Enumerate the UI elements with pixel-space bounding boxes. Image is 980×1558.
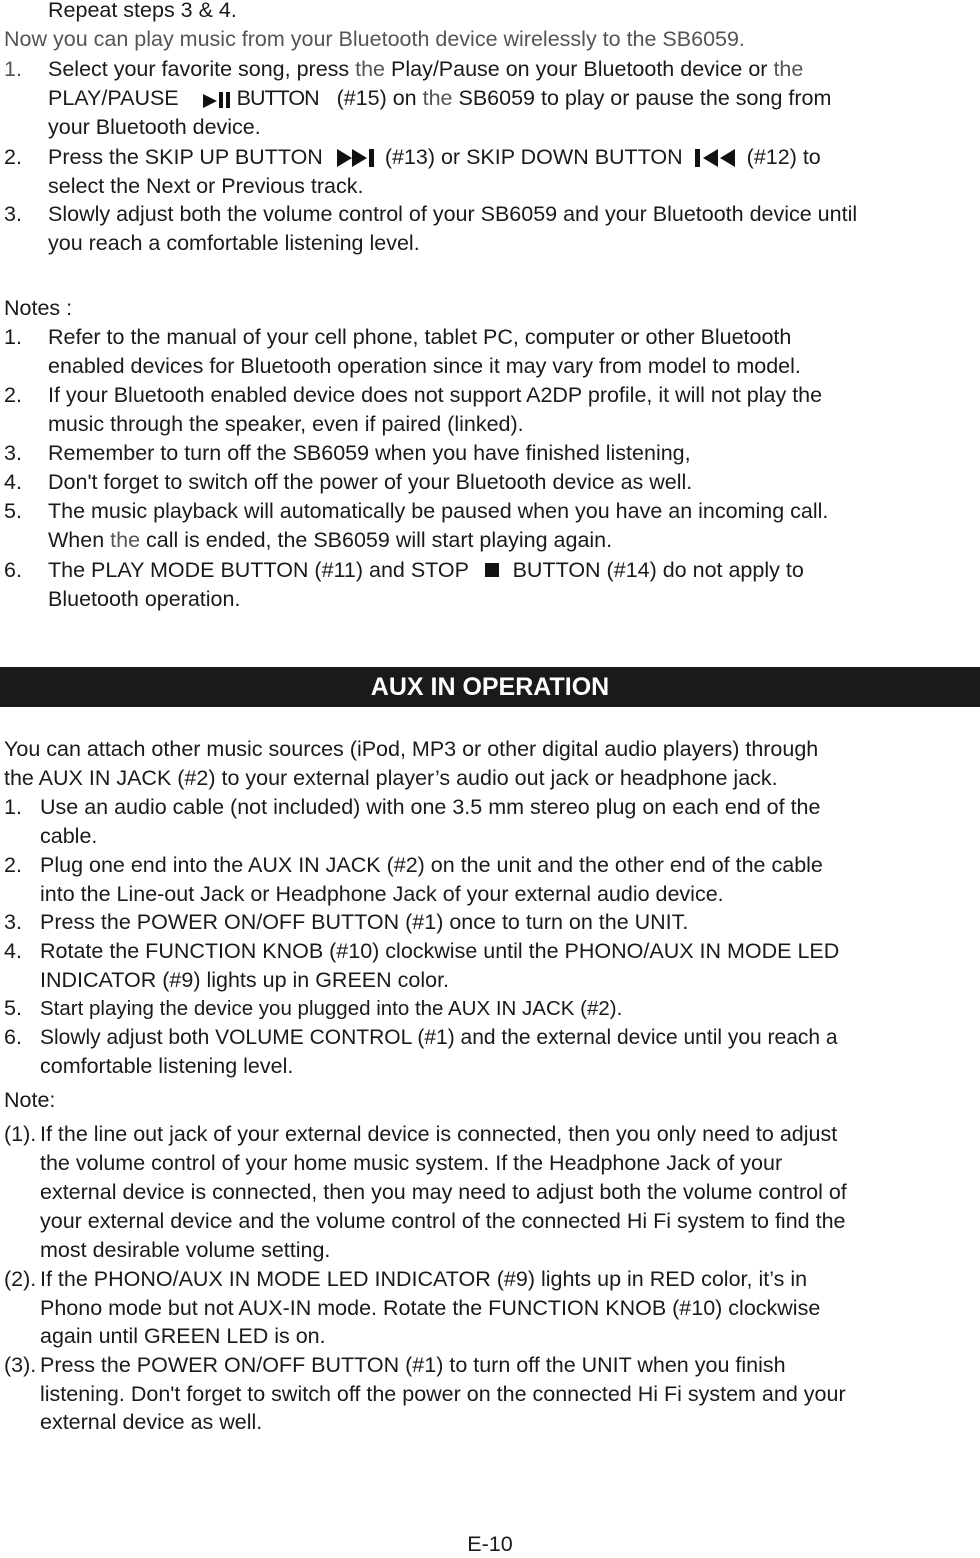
aux-note-2-line-2: Phono mode but not AUX-IN mode. Rotate the FUNCTION KNOB (#10) clockwise [40, 1296, 821, 1320]
aux-note-1-line-4: your external device and the volume control of the connected Hi Fi system to find the [40, 1209, 846, 1233]
skip-up-icon [337, 149, 377, 167]
step-1-number: 1. [4, 57, 22, 81]
aux-note-1-line-3: external device is connected, then you may need to adjust both the volume control of [40, 1180, 847, 1204]
aux-note-3-line-1: Press the POWER ON/OFF BUTTON (#1) to turn off the UNIT when you finish [40, 1353, 786, 1377]
page-number: E-10 [467, 1532, 513, 1556]
note-1-number: 1. [4, 325, 22, 349]
aux-step-5-line-1: Start playing the device you plugged into the AUX IN JACK (#2). [40, 997, 623, 1020]
aux-intro-line-2: the AUX IN JACK (#2) to your external player’s audio out jack or headphone jack. [4, 766, 778, 790]
aux-intro-line-1: You can attach other music sources (iPod, MP3 or other digital audio players) through [4, 737, 819, 761]
notes-title: Notes : [4, 296, 73, 320]
note-2-line-2: music through the speaker, even if paired (linked). [48, 412, 524, 436]
bluetooth-intro: Now you can play music from your Bluetooth device wirelessly to the SB6059. [4, 27, 745, 51]
aux-step-4-number: 4. [4, 939, 22, 963]
aux-step-4-line-2: INDICATOR (#9) lights up in GREEN color. [40, 968, 450, 992]
note-1-line-1: Refer to the manual of your cell phone, tablet PC, computer or other Bluetooth [48, 325, 792, 349]
aux-note-1-number: (1). [4, 1122, 37, 1146]
aux-note-3-line-2: listening. Don't forget to switch off the power on the connected Hi Fi system and your [40, 1382, 846, 1406]
note-2-line-1: If your Bluetooth enabled device does not support A2DP profile, it will not play the [48, 383, 823, 407]
note-5-line-2: When the call is ended, the SB6059 will start playing again. [48, 528, 613, 552]
note-4-line-1: Don't forget to switch off the power of your Bluetooth device as well. [48, 470, 693, 494]
stop-icon [485, 563, 501, 579]
note-3-number: 3. [4, 441, 22, 465]
aux-note-title: Note: [4, 1088, 56, 1112]
aux-step-1-line-1: Use an audio cable (not included) with one 3.5 mm stereo plug on each end of the [40, 795, 821, 819]
aux-step-6-line-1: Slowly adjust both VOLUME CONTROL (#1) and the external device until you reach a [40, 1026, 838, 1049]
aux-step-3-line-1: Press the POWER ON/OFF BUTTON (#1) once to turn on the UNIT. [40, 910, 689, 934]
note-3-line-1: Remember to turn off the SB6059 when you have finished listening, [48, 441, 691, 465]
step-3-number: 3. [4, 202, 22, 226]
section-heading-aux: AUX IN OPERATION [0, 667, 980, 707]
aux-step-6-line-2: comfortable listening level. [40, 1054, 294, 1078]
step-2-number: 2. [4, 145, 22, 169]
repeat-steps: Repeat steps 3 & 4. [48, 0, 237, 22]
aux-note-2-number: (2). [4, 1267, 37, 1291]
note-1-line-2: enabled devices for Bluetooth operation since it may vary from model to model. [48, 354, 801, 378]
aux-step-5-number: 5. [4, 996, 22, 1020]
aux-note-2-line-1: If the PHONO/AUX IN MODE LED INDICATOR (#9) lights up in RED color, it’s in [40, 1267, 808, 1291]
aux-note-3-number: (3). [4, 1353, 37, 1377]
play-pause-icon [203, 90, 237, 108]
aux-note-1-line-2: the volume control of your home music system. If the Headphone Jack of your [40, 1151, 783, 1175]
step-1-line-2: PLAY/PAUSE BUTTON (#15) on the SB6059 to play or pause the song from [48, 86, 832, 110]
note-6-number: 6. [4, 558, 22, 582]
note-2-number: 2. [4, 383, 22, 407]
aux-note-1-line-5: most desirable volume setting. [40, 1238, 331, 1262]
aux-step-2-number: 2. [4, 853, 22, 877]
aux-note-1-line-1: If the line out jack of your external device is connected, then you only need to adjust [40, 1122, 838, 1146]
note-5-line-1: The music playback will automatically be paused when you have an incoming call. [48, 499, 829, 523]
note-6-line-1: The PLAY MODE BUTTON (#11) and STOP BUTTON (#14) do not apply to [48, 558, 804, 582]
aux-note-2-line-3: again until GREEN LED is on. [40, 1324, 326, 1348]
aux-step-4-line-1: Rotate the FUNCTION KNOB (#10) clockwise until the PHONO/AUX IN MODE LED [40, 939, 840, 963]
aux-step-2-line-2: into the Line-out Jack or Headphone Jack of your external audio device. [40, 882, 724, 906]
aux-step-1-line-2: cable. [40, 824, 98, 848]
note-4-number: 4. [4, 470, 22, 494]
aux-step-3-number: 3. [4, 910, 22, 934]
step-2-line-1: Press the SKIP UP BUTTON (#13) or SKIP DOWN BUTTON (#12) to [48, 145, 821, 169]
step-1-line-3: your Bluetooth device. [48, 115, 261, 139]
aux-step-2-line-1: Plug one end into the AUX IN JACK (#2) on the unit and the other end of the cable [40, 853, 823, 877]
step-3-line-1: Slowly adjust both the volume control of your SB6059 and your Bluetooth device until [48, 202, 858, 226]
step-2-line-2: select the Next or Previous track. [48, 174, 364, 198]
step-3-line-2: you reach a comfortable listening level. [48, 231, 420, 255]
step-1-line-1: Select your favorite song, press the Play/Pause on your Bluetooth device or the [48, 57, 804, 81]
note-5-number: 5. [4, 499, 22, 523]
aux-step-1-number: 1. [4, 795, 22, 819]
skip-down-icon [695, 149, 739, 167]
note-6-line-2: Bluetooth operation. [48, 587, 241, 611]
aux-step-6-number: 6. [4, 1025, 22, 1049]
aux-note-3-line-3: external device as well. [40, 1410, 263, 1434]
